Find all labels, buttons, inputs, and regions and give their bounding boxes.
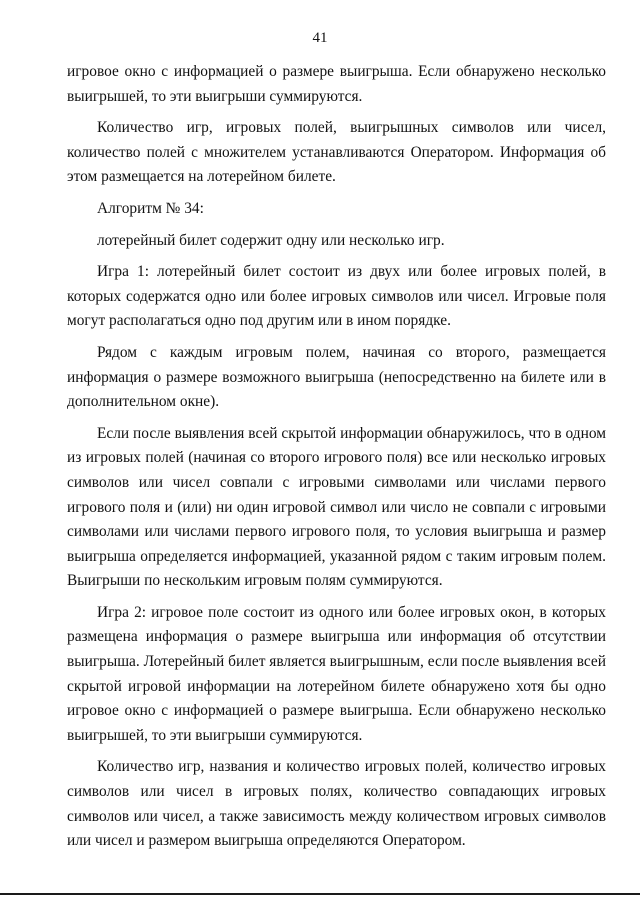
page-number: 41 xyxy=(312,30,328,46)
paragraph-win-conditions: Если после выявления всей скрытой информации обнаружилось, что в одном из игровых полей (начиная со второго игрового поля) все или несколько игровых символов или чисел совпали с игровыми символами или числами первого игрового поля и (или) ни один игровой символ или число не совпали с игровыми символами или числами первого игрового поля, то условия выигрыша и размер выигрыша определяется информацией, указанной рядом с таким игровым полем. Выигрыши по нескольким игровым полям суммируются. xyxy=(67,424,606,590)
algorithm-heading: Алгоритм № 34: xyxy=(97,199,204,217)
paragraph-game-1: Игра 1: лотерейный билет состоит из двух или более игровых полей, в которых содержатся одно или более игровых символов или чисел. Игровые поля могут располагаться одно под другим или в ином порядке. xyxy=(67,263,606,330)
paragraph-operator-defines: Количество игр, названия и количество игровых полей, количество игровых символов или чисел в игровых полях, количество совпадающих игровых символов или чисел, а также зависимость между количеством игровых символов или чисел и размером выигрыша определяются Оператором. xyxy=(67,758,606,850)
page-bottom-rule xyxy=(0,893,640,895)
paragraph-continuation: игровое окно с информацией о размере выигрыша. Если обнаружено несколько выигрышей, то эти выигрыши суммируются. xyxy=(67,63,606,105)
paragraph-prize-info: Рядом с каждым игровым полем, начиная со второго, размещается информация о размере возможного выигрыша (непосредственно на билете или в дополнительном окне). xyxy=(67,343,606,411)
document-body xyxy=(67,60,606,861)
paragraph-ticket-games: лотерейный билет содержит одну или несколько игр. xyxy=(97,231,445,249)
paragraph-game-2: Игра 2: игровое поле состоит из одного или более игровых окон, в которых размещена информация о размере выигрыша или информация об отсутствии выигрыша. Лотерейный билет является выигрышным, если после выявления всей скрытой игровой информации на лотерейном билете обнаружено хотя бы одно игровое окно с информацией о размере выигрыша. Если обнаружено несколько выигрышей, то эти выигрыши суммируются. xyxy=(67,603,606,744)
paragraph-operator-settings: Количество игр, игровых полей, выигрышных символов или чисел, количество полей с множителем устанавливаются Оператором. Информация об этом размещается на лотерейном билете. xyxy=(67,119,606,186)
